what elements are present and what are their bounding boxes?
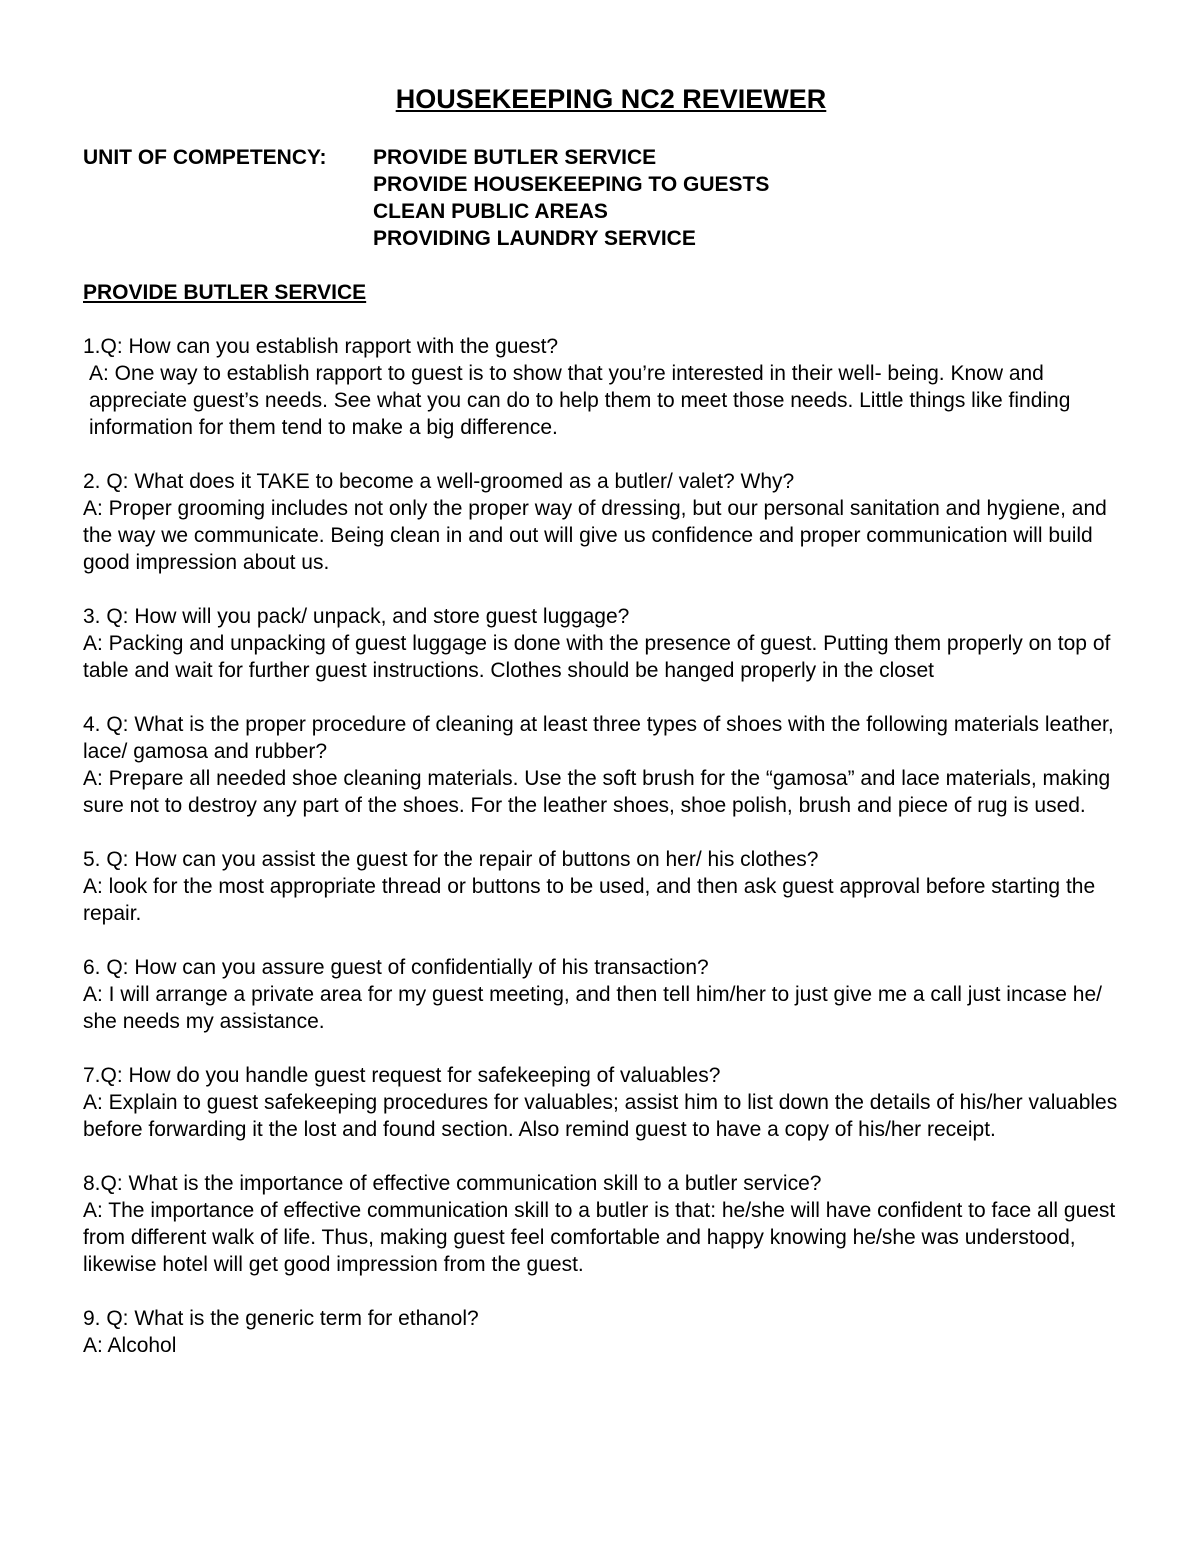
question: 8.Q: What is the importance of effective communication skill to a butler service?: [83, 1172, 822, 1195]
qa-item-4: [83, 711, 1123, 819]
unit-of-competency: [83, 144, 1123, 252]
answer: A: One way to establish rapport to guest is to show that you’re interested in their well- being. Know and appreciate guest’s needs. See what you can do to help them to meet those needs. Little things like finding information for them tend to make a big difference.: [89, 362, 1071, 439]
document-title: HOUSEKEEPING NC2 REVIEWER: [395, 84, 827, 114]
qa-item-7: [83, 1062, 1123, 1143]
competency-item: PROVIDING LAUNDRY SERVICE: [373, 227, 696, 250]
document-page: [83, 82, 1123, 1386]
competency-item: PROVIDE HOUSEKEEPING TO GUESTS: [373, 173, 770, 196]
answer: A: Prepare all needed shoe cleaning materials. Use the soft brush for the “gamosa” and lace materials, making sure not to destroy any part of the shoes. For the leather shoes, shoe polish, brush and piece of rug is used.: [83, 767, 1111, 817]
answer: A: Packing and unpacking of guest luggage is done with the presence of guest. Putting them properly on top of table and wait for further guest instructions. Clothes should be hanged properly in the closet: [83, 632, 1111, 682]
qa-item-8: [83, 1170, 1123, 1278]
unit-of-competency-label: UNIT OF COMPETENCY:: [83, 146, 327, 169]
question: 9. Q: What is the generic term for ethanol?: [83, 1307, 479, 1330]
qa-item-9: [83, 1305, 1123, 1359]
competency-item: CLEAN PUBLIC AREAS: [373, 200, 608, 223]
qa-item-2: [83, 468, 1123, 576]
unit-of-competency-list: [373, 144, 769, 252]
answer: A: Explain to guest safekeeping procedures for valuables; assist him to list down the details of his/her valuables before forwarding it the lost and found section. Also remind guest to have a copy of his/her receipt.: [83, 1091, 1118, 1141]
answer: A: I will arrange a private area for my guest meeting, and then tell him/her to just give me a call just incase he/ she needs my assistance.: [83, 983, 1103, 1033]
answer: A: Alcohol: [83, 1334, 177, 1357]
qa-item-3: [83, 603, 1123, 684]
qa-item-1: [83, 333, 1123, 441]
answer: A: look for the most appropriate thread or buttons to be used, and then ask guest approval before starting the repair.: [83, 875, 1096, 925]
answer: A: The importance of effective communication skill to a butler is that: he/she will have confident to face all guest from different walk of life. Thus, making guest feel comfortable and happy knowing he/she was understood, likewise hotel will get good impression from the guest.: [83, 1199, 1116, 1276]
qa-item-6: [83, 954, 1123, 1035]
question: 2. Q: What does it TAKE to become a well-groomed as a butler/ valet? Why?: [83, 470, 795, 493]
answer: A: Proper grooming includes not only the proper way of dressing, but our personal sanitation and hygiene, and the way we communicate. Being clean in and out will give us confidence and proper communication will build good impression about us.: [83, 497, 1107, 574]
question: 7.Q: How do you handle guest request for safekeeping of valuables?: [83, 1064, 721, 1087]
qa-item-5: [83, 846, 1123, 927]
question: 5. Q: How can you assist the guest for the repair of buttons on her/ his clothes?: [83, 848, 819, 871]
question: 3. Q: How will you pack/ unpack, and store guest luggage?: [83, 605, 630, 628]
section-heading: PROVIDE BUTLER SERVICE: [83, 281, 367, 304]
competency-item: PROVIDE BUTLER SERVICE: [373, 146, 657, 169]
question: 6. Q: How can you assure guest of confidentially of his transaction?: [83, 956, 709, 979]
question: 4. Q: What is the proper procedure of cleaning at least three types of shoes with the following materials leather, lace/ gamosa and rubber?: [83, 713, 1114, 763]
question: 1.Q: How can you establish rapport with the guest?: [83, 335, 559, 358]
